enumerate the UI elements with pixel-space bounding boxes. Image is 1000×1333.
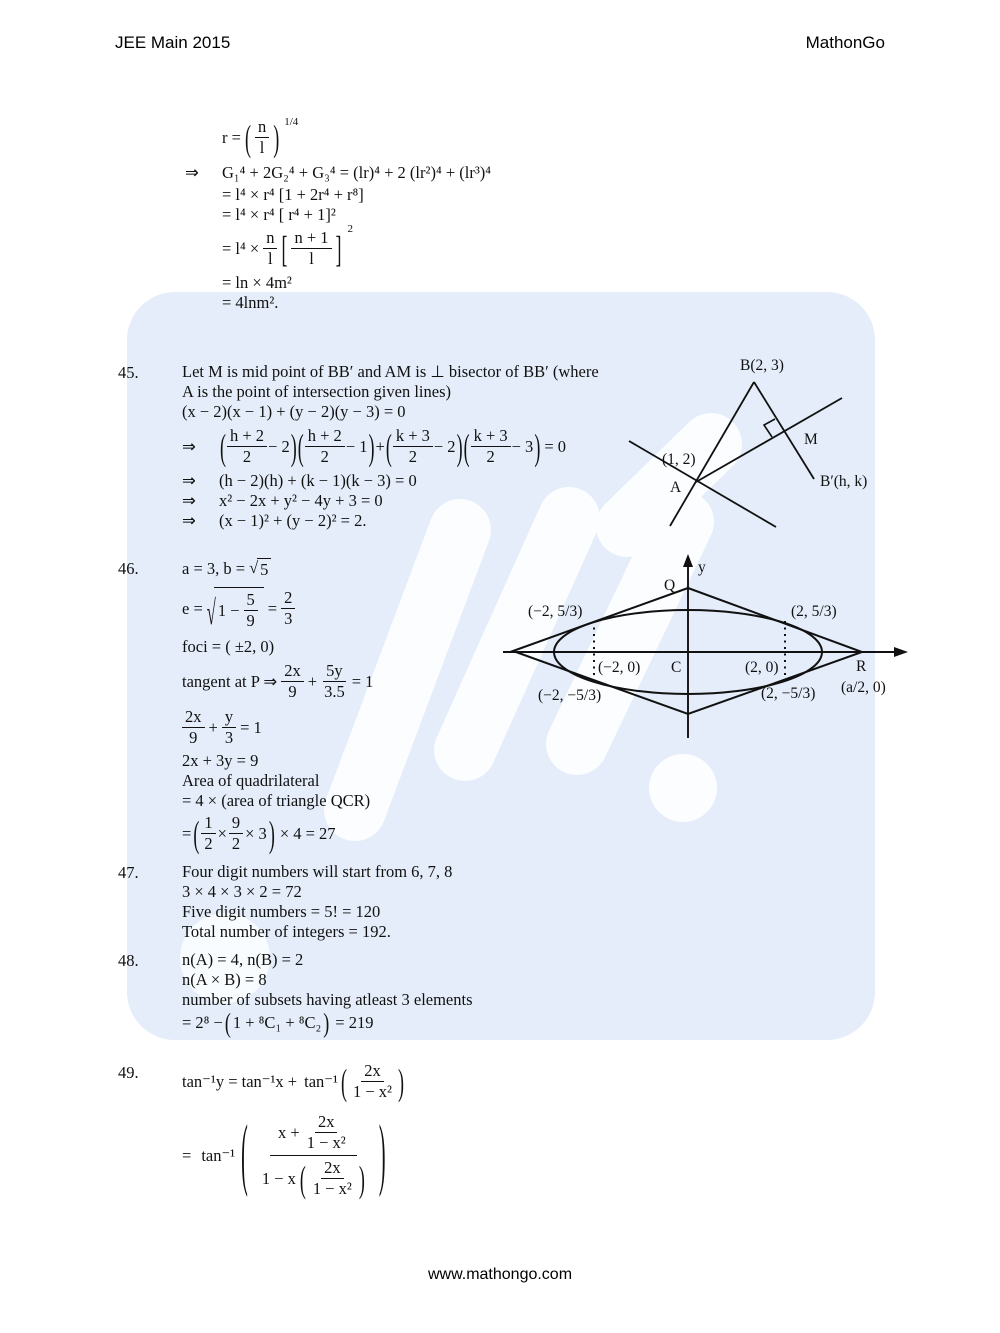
paren-close: ) — [290, 426, 297, 467]
fraction — [229, 814, 243, 853]
label-b: B(2, 3) — [740, 357, 784, 374]
frac-num: h + 2 — [305, 427, 345, 447]
eq-text: (h − 2)(h) + (k − 1)(k − 3) = 0 — [219, 471, 417, 490]
frac-den: l — [268, 249, 273, 268]
eq-line — [182, 1062, 982, 1101]
label-bottom-left: (−2, −5/3) — [538, 687, 602, 704]
paren-close: ) — [378, 1111, 386, 1200]
watermark-dot — [649, 754, 717, 822]
frac-den: 3 — [284, 609, 293, 628]
label-c: C — [671, 659, 682, 676]
eq-line: foci = ( ±2, 0) — [182, 637, 275, 656]
eq-text: × 3 — [245, 823, 267, 843]
frac-den: 2 — [486, 447, 495, 466]
eq-text: = 0 — [544, 436, 566, 456]
paren-close: ) — [268, 813, 275, 854]
frac-num: n — [255, 118, 269, 138]
label-inner-left: (−2, 0) — [598, 659, 641, 676]
y-axis-arrowhead — [683, 554, 693, 567]
paren-open: ( — [385, 426, 392, 467]
implies-arrow: ⇒ — [182, 491, 196, 510]
frac-num: y — [222, 708, 236, 728]
solution-text: number of subsets having atleast 3 elements — [182, 990, 473, 1009]
fraction — [471, 427, 511, 466]
header-exam-title: JEE Main 2015 — [115, 33, 231, 52]
eq-line — [182, 1113, 982, 1198]
paren-open: ( — [244, 117, 251, 158]
sqrt-sign: √ — [249, 558, 259, 577]
solution-text: Let M is mid point of BB′ and AM is ⊥ bisector of BB′ (where — [182, 362, 599, 381]
eq-text: = 1 — [351, 671, 374, 691]
sqrt-expression — [206, 587, 264, 633]
header-brand: MathonGo — [805, 33, 885, 52]
eq-line — [182, 1008, 982, 1038]
eq-line: 2x + 3y = 9 — [182, 751, 259, 770]
eq-text: 1 + ⁸C₁ + ⁸C₂ — [232, 1013, 322, 1032]
frac-num: 1 — [201, 814, 215, 834]
solution-text: = 4 × (area of triangle QCR) — [182, 791, 371, 810]
fraction — [310, 1159, 355, 1198]
eq-line: n(A × B) = 8 — [182, 970, 267, 989]
fraction — [291, 229, 331, 268]
frac-den: 9 — [189, 728, 198, 747]
eq-text: G₁⁴ + 2G₂⁴ + G₃⁴ = (lr)⁴ + 2 (lr²)⁴ + (lr³)⁴ — [222, 163, 492, 182]
eq-text: x² − 2x + y² − 4y + 3 = 0 — [219, 491, 383, 510]
eq-line: = 4lnm². — [222, 293, 279, 312]
paren-open: ( — [340, 1061, 347, 1102]
exponent: 1/4 — [284, 115, 299, 128]
eq-text: − 1 — [345, 436, 368, 456]
question-number: 48. — [118, 951, 139, 970]
bracket-close: ] — [335, 228, 342, 269]
paren-close: ) — [534, 426, 541, 467]
label-y-axis: y — [698, 559, 706, 576]
fraction — [263, 229, 277, 268]
x-axis-arrowhead — [894, 647, 908, 657]
solution-text: Four digit numbers will start from 6, 7, 8 — [182, 862, 453, 881]
fraction — [305, 427, 345, 466]
frac-num: k + 3 — [471, 427, 511, 447]
paren-open: ( — [193, 813, 200, 854]
frac-den: 2 — [408, 447, 417, 466]
frac-den: 9 — [288, 682, 297, 701]
eq-line — [185, 163, 491, 183]
eq-text: = — [182, 1145, 192, 1165]
frac-num: k + 3 — [393, 427, 433, 447]
eq-text: 1 − x — [261, 1168, 296, 1188]
paren-close: ) — [358, 1158, 365, 1199]
frac-den: 1 − x² — [352, 1082, 392, 1101]
label-q: Q — [664, 577, 676, 594]
eq-line: = l⁴ × r⁴ [ r⁴ + 1]² — [222, 205, 336, 224]
frac-den: 2 — [204, 834, 213, 853]
paren-open: ( — [463, 426, 470, 467]
right-angle-mark — [764, 419, 775, 437]
fraction — [227, 427, 267, 466]
label-inner-right: (2, 0) — [745, 659, 779, 676]
paren-close: ) — [456, 426, 463, 467]
eq-text: + — [307, 671, 318, 691]
fraction — [182, 708, 205, 747]
solution-text: A is the point of intersection given lines) — [182, 382, 451, 401]
eq-text: − 2 — [268, 436, 290, 456]
fraction — [304, 1113, 349, 1152]
frac-den: 1 − x² — [312, 1179, 352, 1198]
eq-text: tan⁻¹y = tan⁻¹x + — [182, 1071, 298, 1091]
frac-num: 5y — [323, 662, 346, 682]
label-top-right: (2, 5/3) — [791, 603, 837, 620]
eq-text: x + — [278, 1122, 300, 1142]
eq-line: = l⁴ × r⁴ [1 + 2r⁴ + r⁸] — [222, 185, 364, 204]
eq-text: 1 − — [217, 600, 240, 620]
big-fraction — [254, 1113, 373, 1198]
eq-line — [182, 558, 512, 580]
eq-text: = — [182, 823, 192, 843]
eq-text: tangent at P ⇒ — [182, 671, 278, 691]
fraction — [281, 589, 295, 628]
frac-den: 2 — [231, 834, 241, 853]
implies-arrow: ⇒ — [182, 471, 196, 490]
question-47 — [118, 862, 982, 942]
bracket-open: [ — [281, 228, 288, 269]
fraction — [321, 662, 348, 701]
eq-r-definition — [222, 115, 491, 158]
eq-text: a = 3, b = — [182, 559, 246, 578]
eq-text: = 219 — [335, 1013, 374, 1032]
frac-num — [270, 1113, 357, 1156]
implies-arrow: ⇒ — [185, 163, 199, 182]
frac-den: 1 − x² — [306, 1133, 346, 1152]
eq-text: tan⁻¹ — [304, 1071, 338, 1091]
eq-text: = 1 — [240, 717, 262, 737]
fraction — [350, 1062, 395, 1101]
paren-close: ) — [273, 117, 280, 158]
eq-text: + — [375, 436, 385, 456]
fraction — [255, 118, 269, 157]
frac-num: 2 — [281, 589, 295, 609]
top-derivation-block — [185, 115, 492, 313]
frac-num: 2x — [361, 1062, 384, 1082]
frac-den: 2 — [320, 447, 329, 466]
frac-num: 2x — [315, 1113, 338, 1133]
question-number: 46. — [118, 559, 139, 578]
frac-num: 2x — [321, 1159, 344, 1179]
radicand: 5 — [257, 558, 271, 580]
question-46 — [118, 558, 512, 853]
label-r: R — [856, 658, 867, 675]
frac-num: n + 1 — [291, 229, 331, 249]
label-m: M — [804, 431, 818, 448]
eq-line — [182, 662, 512, 701]
eq-line: Total number of integers = 192. — [182, 922, 391, 941]
paren-close: ) — [323, 1008, 330, 1038]
question-number: 45. — [118, 363, 139, 382]
question-number: 49. — [118, 1063, 139, 1082]
solution-text: Area of quadrilateral — [182, 771, 320, 790]
frac-num: 2x — [182, 708, 205, 728]
eq-text: = — [267, 598, 278, 618]
eq-line — [182, 587, 512, 633]
frac-den: 2 — [242, 447, 252, 466]
paren-close: ) — [368, 426, 375, 467]
eq-line — [182, 708, 512, 747]
paren-open: ( — [220, 426, 226, 467]
fraction — [201, 814, 215, 853]
eq-line — [222, 222, 491, 269]
eq-line: = ln × 4m² — [222, 273, 292, 292]
fraction — [222, 708, 236, 747]
eq-text: × 4 = 27 — [279, 823, 336, 843]
paren-open: ( — [224, 1008, 231, 1038]
fraction — [244, 591, 258, 630]
paren-open: ( — [241, 1111, 248, 1200]
frac-num: h + 2 — [227, 427, 267, 447]
paren-open: ( — [297, 426, 304, 467]
eq-text: = 2⁸ − — [182, 1013, 223, 1032]
eq-line: 3 × 4 × 3 × 2 = 72 — [182, 882, 302, 901]
frac-num: 5 — [244, 591, 258, 611]
label-bprime: B′(h, k) — [820, 473, 868, 490]
eq-line — [182, 814, 512, 853]
frac-den — [254, 1156, 373, 1198]
eq-text: + — [208, 717, 218, 737]
frac-den: l — [259, 138, 265, 157]
frac-den: 3 — [224, 728, 234, 747]
implies-arrow: ⇒ — [182, 511, 196, 530]
line-through-a — [629, 441, 776, 527]
implies-arrow: ⇒ — [182, 436, 196, 456]
sqrt-sign: √ — [206, 592, 216, 633]
eq-text: r = — [222, 127, 241, 147]
eq-text: (x − 1)² + (y − 2)² = 2. — [219, 511, 367, 530]
frac-den: 9 — [246, 611, 255, 630]
label-a: A — [670, 479, 682, 496]
paren-open: ( — [299, 1158, 306, 1199]
label-bottom-right: (2, −5/3) — [761, 685, 816, 702]
radicand — [214, 587, 264, 630]
paren-close: ) — [397, 1061, 404, 1102]
eq-text: − 2 — [433, 436, 456, 456]
footer-url: www.mathongo.com — [427, 1266, 573, 1283]
sqrt-expression — [249, 558, 271, 580]
frac-num: 2x — [281, 662, 304, 682]
question-48 — [118, 950, 982, 1038]
fraction — [281, 662, 304, 701]
frac-num: 9 — [229, 814, 243, 834]
eq-line: (x − 2)(x − 1) + (y − 2)(y − 3) = 0 — [182, 402, 406, 421]
label-top-left: (−2, 5/3) — [528, 603, 583, 620]
eq-text: e = — [182, 598, 203, 618]
eq-text: − 3 — [511, 436, 534, 456]
label-point-1-2: (1, 2) — [662, 451, 696, 468]
fraction — [393, 427, 433, 466]
eq-line: Five digit numbers = 5! = 120 — [182, 902, 381, 921]
question-49 — [118, 1062, 982, 1198]
eq-line: n(A) = 4, n(B) = 2 — [182, 950, 304, 969]
exponent: 2 — [347, 222, 354, 235]
frac-den: l — [309, 249, 314, 268]
eq-text: × — [217, 823, 227, 843]
q45-perpendicular-bisector-diagram — [618, 352, 918, 544]
eq-text: = l⁴ × — [222, 238, 260, 258]
frac-den: 3.5 — [324, 682, 345, 701]
q46-ellipse-diagram — [498, 550, 938, 745]
question-number: 47. — [118, 863, 139, 882]
label-r-coords: (a/2, 0) — [841, 679, 886, 696]
perpendicular-bisector-am — [696, 398, 842, 482]
frac-num: n — [263, 229, 277, 249]
eq-text: tan⁻¹ — [201, 1145, 236, 1165]
